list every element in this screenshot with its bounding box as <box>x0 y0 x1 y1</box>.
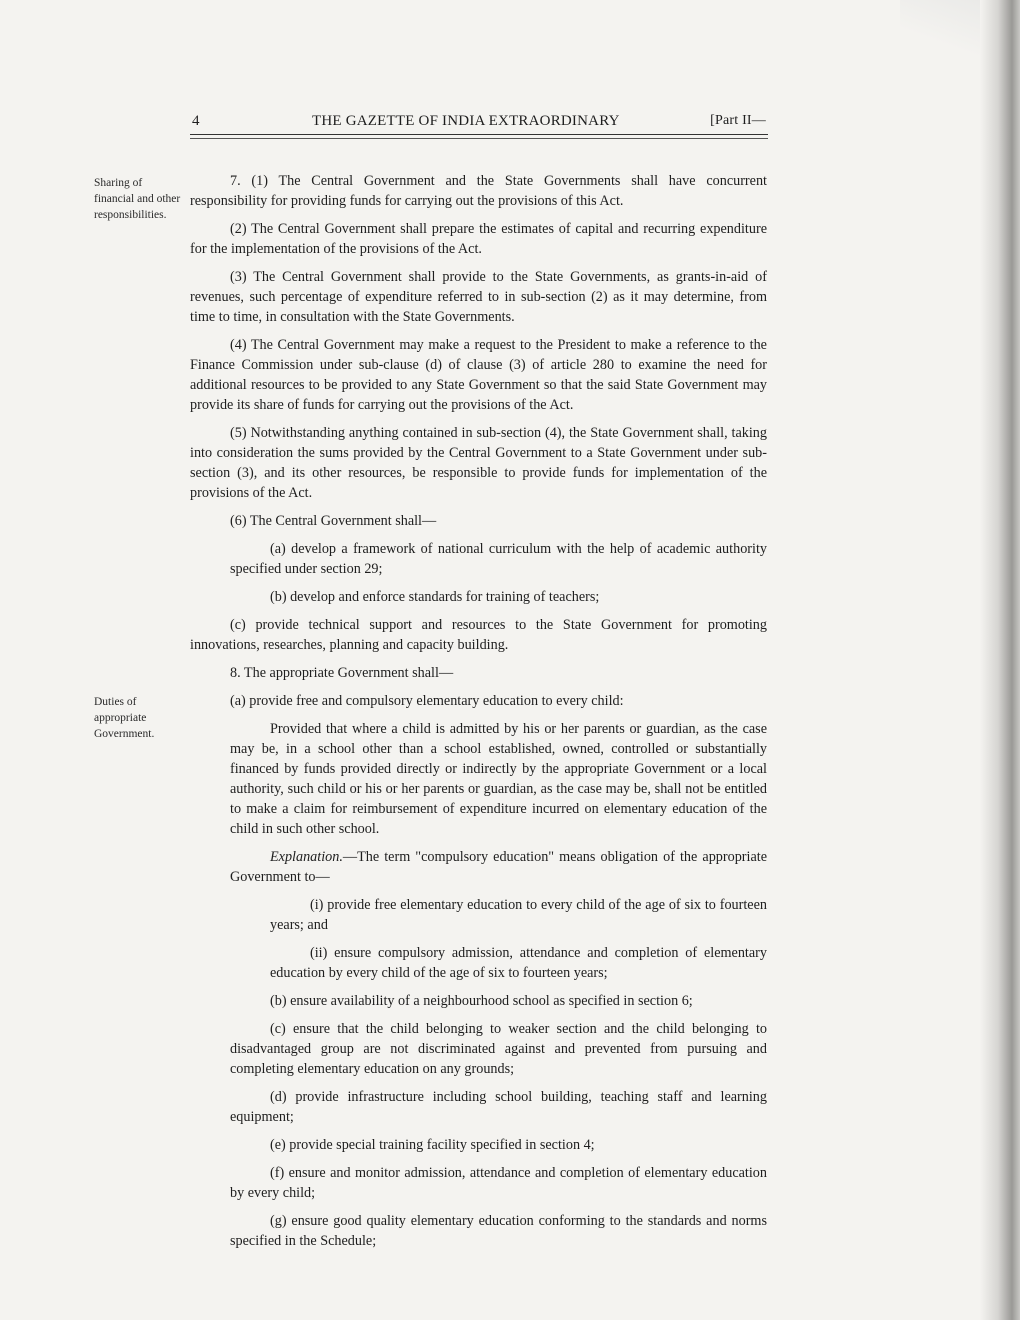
page-edge-shadow <box>980 0 1020 1320</box>
page-number: 4 <box>192 113 200 129</box>
section-7-2: (2) The Central Government shall prepare the estimates of capital and recurring expenditure for the implementation of the provisions of the Act. <box>190 221 767 257</box>
section-7-4: (4) The Central Government may make a request to the President to make a reference to the Finance Commission under sub-clause (d) of clause (3) of article 280 to examine the need for additional resources to be provided to any State Government so that the said State Government may provide its share of funds for carrying out the provisions of the Act. <box>190 337 767 413</box>
section-7-5: (5) Notwithstanding anything contained in sub-section (4), the State Government shall, taking into consideration the sums provided by the Central Government to a State Government under sub-section (3), and its other resources, be responsible to provide funds for implementation of the provisions of the Act. <box>190 425 767 501</box>
section-7-6-a: (a) develop a framework of national curriculum with the help of academic authority specified under section 29; <box>230 541 767 577</box>
section-8-a-ii: (ii) ensure compulsory admission, attendance and completion of elementary education by every child of the age of six to fourteen years; <box>270 945 767 981</box>
section-7-6-b: (b) develop and enforce standards for training of teachers; <box>270 589 600 605</box>
margin-note-sharing: Sharing of financial and other responsibilities. <box>94 177 181 221</box>
explanation-text: —The term "compulsory education" means obligation of the appropriate Government to— <box>230 849 767 885</box>
section-8-d: (d) provide infrastructure including school building, teaching staff and learning equipment; <box>230 1089 767 1125</box>
margin-note-duties: Duties of appropriate Government. <box>94 696 155 740</box>
section-7-1: 7. (1) The Central Government and the State Governments shall have concurrent responsibility for providing funds for carrying out the provisions of this Act. <box>190 173 767 209</box>
header-rule <box>190 134 768 135</box>
document-body <box>190 171 767 1259</box>
section-8-c: (c) ensure that the child belonging to weaker section and the child belonging to disadvantaged group are not discriminated against and prevented from pursuing and completing elementary education on any grounds; <box>230 1021 767 1077</box>
section-8: 8. The appropriate Government shall— <box>230 665 454 681</box>
gazette-title: THE GAZETTE OF INDIA EXTRAORDINARY <box>312 113 620 129</box>
section-8-a: (a) provide free and compulsory elementary education to every child: <box>230 693 624 709</box>
section-7-3: (3) The Central Government shall provide to the State Governments, as grants-in-aid of revenues, such percentage of expenditure referred to in sub-section (2) as it may determine, from time to time, in consultation with the State Governments. <box>190 269 767 325</box>
section-8-b: (b) ensure availability of a neighbourhood school as specified in section 6; <box>270 993 693 1009</box>
part-label: [Part II— <box>710 113 766 128</box>
section-7-6: (6) The Central Government shall— <box>230 513 437 529</box>
section-8-g: (g) ensure good quality elementary education conforming to the standards and norms specified in the Schedule; <box>230 1213 767 1249</box>
explanation-heading: Explanation. <box>270 849 343 865</box>
section-8-a-explanation <box>190 847 767 887</box>
header-rule-thin <box>190 138 768 139</box>
page-header <box>192 113 766 133</box>
section-7-6-c: (c) provide technical support and resources to the State Government for promoting innovations, researches, planning and capacity building. <box>190 617 767 653</box>
section-8-a-proviso: Provided that where a child is admitted by his or her parents or guardian, as the case may be, in a school other than a school established, owned, controlled or substantially financed by funds provided directly or indirectly by the appropriate Government or a local authority, such child or his or her parents or guardian, as the case may be, shall not be entitled to make a claim for reimbursement of expenditure incurred on elementary education of the child in such other school. <box>230 721 767 837</box>
section-8-f: (f) ensure and monitor admission, attendance and completion of elementary education by every child; <box>230 1165 767 1201</box>
section-8-a-i: (i) provide free elementary education to every child of the age of six to fourteen years; and <box>270 897 767 933</box>
section-8-e: (e) provide special training facility specified in section 4; <box>270 1137 595 1153</box>
